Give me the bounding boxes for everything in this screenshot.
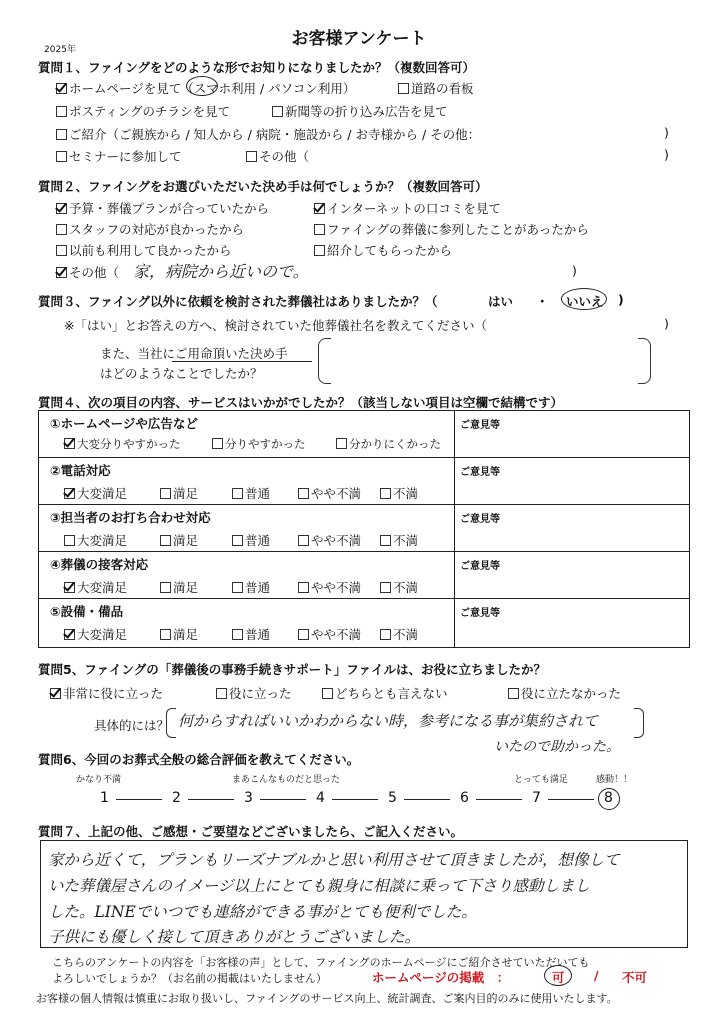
rating-option-1[interactable]: 1	[100, 790, 109, 806]
checkbox-icon[interactable]	[246, 151, 257, 162]
checkbox-icon[interactable]	[160, 488, 171, 499]
q4-section-title: ①ホームページや広告など	[50, 416, 198, 431]
rating-connector	[188, 799, 234, 800]
checkbox-checked-icon[interactable]	[64, 438, 75, 449]
q4-s4-option[interactable]: 満足	[160, 578, 198, 596]
q4-s1-option[interactable]: 大変分りやすかった	[64, 436, 181, 452]
checkbox-icon[interactable]	[272, 106, 283, 117]
selected-circle-icon	[598, 788, 620, 810]
checkbox-icon[interactable]	[314, 245, 325, 256]
checkbox-checked-icon[interactable]	[314, 203, 325, 214]
checkbox-icon[interactable]	[298, 629, 309, 640]
checkbox-icon[interactable]	[380, 629, 391, 640]
q7-question: 質問７、上記の他、ご感想・ご要望などございましたら、ご記入ください。	[38, 824, 464, 839]
q5-option[interactable]: 役に立った	[216, 684, 292, 702]
reason-bracket-right	[638, 338, 651, 384]
q4-s2-option[interactable]: 普通	[232, 484, 270, 502]
footer-consent-line2: よろしいでしょうか？（お名前の掲載はいたしません）	[52, 972, 327, 985]
checkbox-icon[interactable]	[322, 688, 333, 699]
q2-question: 質問２、ファイングをお選びいただいた決め手は何でしょうか？（複数回答可）	[38, 179, 488, 194]
checkbox-icon[interactable]	[232, 582, 243, 593]
q7-comment-line: 家から近くて，プランもリーズナブルかと思い利用させて頂きましたが，想像して	[48, 851, 620, 869]
q4-s5-option[interactable]: 満足	[160, 625, 198, 643]
checkbox-icon[interactable]	[314, 224, 325, 235]
checkbox-icon[interactable]	[380, 488, 391, 499]
circle-mark-icon	[544, 965, 572, 986]
q2-option-previous[interactable]: 以前も利用して良かったから	[56, 241, 232, 259]
q4-s2-option[interactable]: 大変満足	[64, 484, 127, 502]
checkbox-icon[interactable]	[380, 582, 391, 593]
q4-s4-option[interactable]: 普通	[232, 578, 270, 596]
q1-option-newspaper[interactable]: 新聞等の折り込み広告を見て	[272, 102, 448, 120]
q1-option-flyer[interactable]: ポスティングのチラシを見て	[56, 102, 230, 120]
rating-option-8[interactable]: 8	[604, 790, 613, 806]
q5-option[interactable]: どちらとも言えない	[322, 684, 448, 702]
checkbox-icon[interactable]	[56, 151, 67, 162]
comment-label: ご意見等	[460, 608, 500, 619]
checkbox-icon[interactable]	[212, 438, 223, 449]
checkbox-icon[interactable]	[56, 129, 67, 140]
checkbox-checked-icon[interactable]	[64, 582, 75, 593]
q4-s5-option[interactable]: 普通	[232, 625, 270, 643]
q5-option[interactable]: 非常に役に立った	[50, 684, 163, 702]
q1-option-other[interactable]: その他（	[246, 147, 309, 165]
q7-comment-line: 子供にも優しく接して頂きありがとうございました。	[48, 928, 421, 946]
detail-bracket-right	[634, 708, 644, 738]
q1-referral-close: )	[664, 125, 669, 140]
checkbox-icon[interactable]	[232, 488, 243, 499]
q4-s3-option[interactable]: 不満	[380, 531, 418, 549]
q4-s2-option[interactable]: 満足	[160, 484, 198, 502]
q4-s5-option[interactable]: 不満	[380, 625, 418, 643]
q4-s3-option[interactable]: 普通	[232, 531, 270, 549]
reason-input[interactable]	[332, 340, 636, 380]
q6-question: 質問6、今回のお葬式全般の総合評価を教えてください。	[38, 752, 360, 767]
survey-year: 2025年	[44, 45, 76, 55]
checkbox-icon[interactable]	[336, 438, 347, 449]
q3-close: )	[618, 292, 624, 307]
rating-option-6[interactable]: 6	[460, 790, 469, 806]
q3-note: ※「はい」とお答えの方へ、検討されていた他葬儀社名を教えてください（	[64, 318, 487, 333]
q1-other-close: )	[664, 147, 669, 162]
checkbox-icon[interactable]	[160, 535, 171, 546]
checkbox-icon[interactable]	[298, 582, 309, 593]
q4-s3-option[interactable]: やや不満	[298, 531, 361, 549]
q4-s4-option[interactable]: 不満	[380, 578, 418, 596]
checkbox-icon[interactable]	[216, 688, 227, 699]
q3-question: 質問３、ファイング以外に依頼を検討された葬儀社はありましたか？（	[38, 294, 438, 309]
q6-label-mid: まあこんなものだと思った	[232, 775, 341, 785]
checkbox-icon[interactable]	[56, 245, 67, 256]
q4-s3-option[interactable]: 大変満足	[64, 531, 127, 549]
checkbox-icon[interactable]	[64, 535, 75, 546]
rating-option-7[interactable]: 7	[532, 790, 541, 806]
q4-section-title: ④葬儀の接客対応	[50, 557, 149, 572]
rating-option-3[interactable]: 3	[244, 790, 253, 806]
q4-s1-option[interactable]: 分かりにくかった	[336, 436, 441, 452]
checkbox-icon[interactable]	[232, 629, 243, 640]
q1-option-referral[interactable]: ご紹介（ご親族から / 知人から / 病院・施設から / お寺様から / その他：	[56, 125, 480, 143]
checkbox-checked-icon[interactable]	[64, 488, 75, 499]
rating-connector	[260, 799, 306, 800]
rating-connector	[404, 799, 450, 800]
q2-other-close: )	[572, 263, 577, 278]
q4-s5-option[interactable]: 大変満足	[64, 625, 127, 643]
circle-mark-icon	[186, 76, 218, 96]
q4-section-title: ⑤設備・備品	[50, 604, 124, 619]
q4-s4-option[interactable]: 大変満足	[64, 578, 127, 596]
rating-option-4[interactable]: 4	[316, 790, 325, 806]
comment-label: ご意見等	[460, 561, 500, 572]
checkbox-icon[interactable]	[56, 106, 67, 117]
rating-connector	[548, 799, 594, 800]
q4-section-title: ③担当者のお打ち合わせ対応	[50, 510, 211, 525]
q2-option-staff[interactable]: スタッフの対応が良かったから	[56, 220, 244, 238]
checkbox-icon[interactable]	[232, 535, 243, 546]
circle-mark-icon	[561, 288, 607, 310]
q3-yes[interactable]: はい	[488, 294, 514, 309]
q5-detail-handwriting[interactable]: 何からすればいいかわからない時，参考になる事が集約されて	[178, 712, 599, 730]
q3-no[interactable]: いいえ	[566, 294, 604, 309]
q1-option-seminar[interactable]: セミナーに参加して	[56, 147, 182, 165]
checkbox-checked-icon[interactable]	[56, 83, 67, 94]
comment-label: ご意見等	[460, 514, 500, 525]
checkbox-icon[interactable]	[56, 224, 67, 235]
q4-s2-option[interactable]: やや不満	[298, 484, 361, 502]
q1-question: 質問１、ファイングをどのような形でお知りになりましたか？（複数回答可）	[38, 60, 476, 75]
checkbox-icon[interactable]	[298, 488, 309, 499]
q4-s5-option[interactable]: やや不満	[298, 625, 361, 643]
rating-connector	[476, 799, 522, 800]
q2-option-other[interactable]: その他（	[56, 263, 119, 281]
checkbox-checked-icon[interactable]	[56, 203, 67, 214]
q4-s1-option[interactable]: 分りやすかった	[212, 436, 306, 452]
checkbox-icon[interactable]	[160, 582, 171, 593]
comment-label: ご意見等	[460, 420, 500, 431]
checkbox-icon[interactable]	[160, 629, 171, 640]
q4-s2-option[interactable]: 不満	[380, 484, 418, 502]
q7-comment-line: した。LINEでいつでも連絡ができる事がとても便利でした。	[48, 903, 477, 921]
q3-note-close: )	[664, 316, 669, 331]
rating-connector	[116, 799, 162, 800]
q6-label-low: かなり不満	[76, 775, 122, 785]
hp-publish-slash: /	[594, 968, 599, 983]
q7-comment-line: いた葬儀屋さんのイメージ以上にとても親身に相談に乗って下さり感動しまし	[48, 877, 591, 895]
q3-dot: ・	[536, 294, 549, 309]
q4-section-title: ②電話対応	[50, 463, 111, 478]
q2-option-attended[interactable]: ファイングの葬儀に参列したことがあったから	[314, 220, 589, 238]
reason-bracket-left	[318, 338, 331, 384]
privacy-note: お客様の個人情報は慎重にお取り扱いし、ファイングのサービス向上、統計調査、ご案内目的のみに使用いたします。	[36, 992, 618, 1005]
checkbox-checked-icon[interactable]	[56, 267, 67, 278]
q2-other-handwriting[interactable]: 家，病院から近いので。	[133, 262, 309, 281]
q4-s4-option[interactable]: やや不満	[298, 578, 361, 596]
comment-label: ご意見等	[460, 467, 500, 478]
checkbox-icon[interactable]	[380, 535, 391, 546]
q5-detail-label: 具体的には？	[94, 718, 170, 733]
page-title: お客様アンケート	[291, 29, 427, 49]
q4-s3-option[interactable]: 満足	[160, 531, 198, 549]
rating-option-5[interactable]: 5	[388, 790, 397, 806]
hp-publish-yes[interactable]: 可	[552, 970, 565, 985]
q2-option-price[interactable]: 予算・葬儀プランが合っていたから	[56, 199, 269, 217]
q6-label-top: 感動！！	[596, 775, 633, 785]
checkbox-icon[interactable]	[298, 535, 309, 546]
rating-option-2[interactable]: 2	[172, 790, 181, 806]
footer-consent-line1: こちらのアンケートの内容を「お客様の声」として、ファイングのホームページにご紹介させていただいても	[52, 956, 590, 969]
q2-option-introduced[interactable]: 紹介してもらったから	[314, 241, 452, 259]
hp-publish-no[interactable]: 不可	[622, 970, 648, 985]
checkbox-icon[interactable]	[508, 688, 519, 699]
checkbox-icon[interactable]	[398, 83, 409, 94]
rating-connector	[332, 799, 378, 800]
checkbox-checked-icon[interactable]	[50, 688, 61, 699]
q1-option-homepage[interactable]: ホームページを見て（スマホ利用 / パソコン利用）	[56, 79, 355, 97]
q4-question: 質問４、次の項目の内容、サービスはいかがでしたか？（該当しない項目は空欄で結構です）	[38, 395, 564, 410]
q5-option[interactable]: 役に立たなかった	[508, 684, 621, 702]
checkbox-checked-icon[interactable]	[64, 629, 75, 640]
detail-bracket-left	[166, 708, 176, 738]
q3-reason-line1: また、当社にご用命頂いた決め手	[100, 346, 288, 361]
q1-option-signboard[interactable]: 道路の看板	[398, 79, 474, 97]
hp-publish-label: ホームページの掲載 ：	[372, 970, 510, 985]
q5-detail-handwriting-2[interactable]: いたので助かった。	[494, 739, 620, 755]
q6-label-high: とっても満足	[514, 775, 568, 785]
q3-reason-line2: はどのようなことでしたか？	[100, 366, 263, 381]
q5-question: 質問5、ファイングの「葬儀後の事務手続きサポート」ファイルは、お役に立ちましたか？	[38, 662, 546, 677]
q2-option-reviews[interactable]: インターネットの口コミを見て	[314, 199, 501, 217]
